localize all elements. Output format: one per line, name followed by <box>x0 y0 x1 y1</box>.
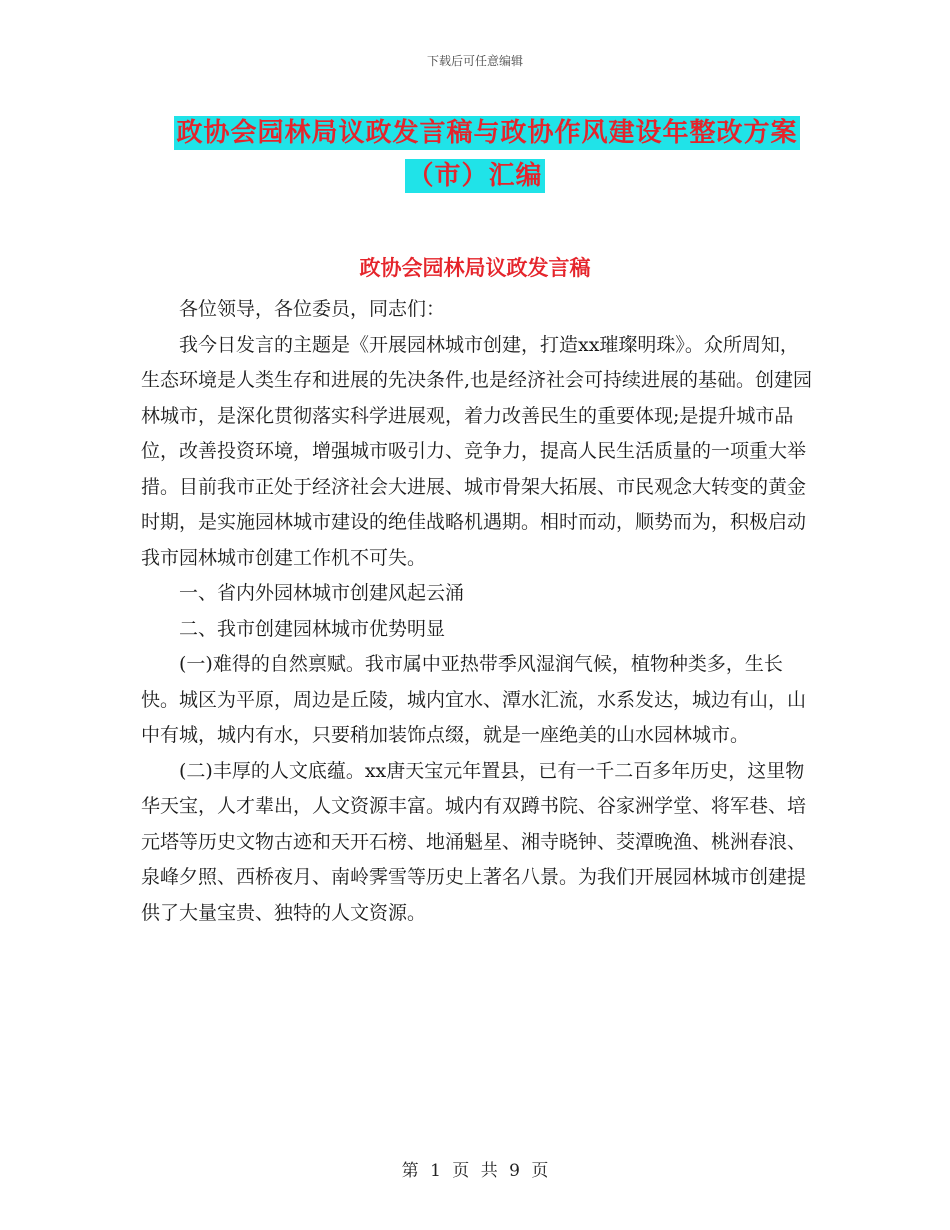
document-body <box>141 292 816 931</box>
paragraph-salutation: 各位领导，各位委员，同志们： <box>179 298 446 320</box>
section-title: 政协会园林局议政发言稿 <box>359 256 591 280</box>
heading-one: 一、省内外园林城市创建风起云涌 <box>179 582 465 604</box>
page-header: 下载后可任意编辑 <box>426 54 523 68</box>
document-title-line1 <box>0 112 950 149</box>
paragraph-cultural: (二)丰厚的人文底蕴。xx唐天宝元年置县，已有一千二百多年历史，这里物华天宝，人才辈出，人文资源丰富。城内有双蹲书院、谷家洲学堂、将军巷、培元塔等历史文物古迹和天开石榜、地涌魁星、湘寺晓钟、茭潭晚渔、桃洲春浪、泉峰夕照、西桥夜月、南岭霁雪等历史上著名八景。为我们开展园林城市创建提供了大量宝贵、独特的人文资源。 <box>141 759 807 924</box>
heading-two: 二、我市创建园林城市优势明显 <box>179 617 446 640</box>
document-title-line2 <box>0 155 950 192</box>
page-footer: 第 1 页 共 9 页 <box>401 1161 549 1181</box>
paragraph-natural: (一)难得的自然禀赋。我市属中亚热带季风湿润气候，植物种类多，生长快。城区为平原，周边是丘陵，城内宜水、潭水汇流，水系发达，城边有山，山中有城，城内有水，只要稍加装饰点缀，就是一座绝美的山水园林城市。 <box>141 653 807 746</box>
title-highlight-1: 政协会园林局议政发言稿与政协作风建设年整改方案 <box>176 118 798 148</box>
paragraph-theme: 我今日发言的主题是《开展园林城市创建，打造xx璀璨明珠》。众所周知，生态环境是人类生存和进展的先决条件,也是经济社会可持续进展的基础。创建园林城市，是深化贯彻落实科学进展观，着力改善民生的重要体现;是提升城市品位，改善投资环境，增强城市吸引力、竞争力，提高人民生活质量的一项重大举措。目前我市正处于经济社会大进展、城市骨架大拓展、市民观念大转变的黄金时期，是实施园林城市建设的绝佳战略机遇期。相时而动，顺势而为，积极启动我市园林城市创建工作机不可失。 <box>141 333 813 569</box>
title-highlight-2: （市）汇编 <box>407 161 543 191</box>
